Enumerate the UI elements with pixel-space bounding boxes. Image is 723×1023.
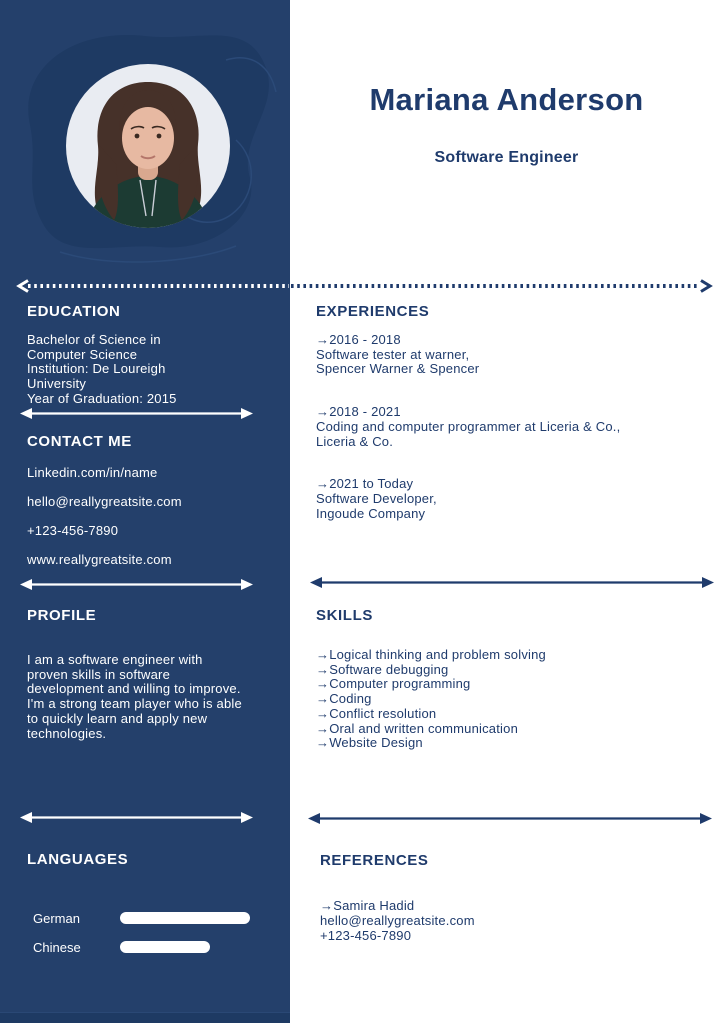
face [122,107,174,169]
skill-item: →Coding [316,691,372,707]
skill-item: →Software debugging [316,661,449,677]
skill-item: →Logical thinking and problem solving [316,647,546,662]
skills-list [316,648,554,751]
languages-heading: LANGUAGES [27,851,129,868]
education-line: Bachelor of Science in [27,332,161,347]
person-name: Mariana Anderson [369,82,644,117]
contact-heading: CONTACT ME [27,433,132,450]
profile-line: proven skills in software [27,666,170,682]
experience-role: Coding and computer programmer at Liceria & Co., [316,418,621,434]
education-line: Institution: De Loureigh [27,361,166,377]
profile-photo-illustration [66,64,230,228]
profile-heading: PROFILE [27,607,97,624]
experience-company: Ingoude Company [316,505,426,521]
skill-item: →Conflict resolution [316,705,437,721]
education-line: Computer Science [27,346,138,362]
experience-item [316,405,716,449]
reference-name: →Samira Hadid [320,898,415,913]
profile-photo [66,64,230,228]
double-arrow-divider [20,811,253,824]
experiences-section [316,303,716,549]
contact-phone: +123-456-7890 [27,523,119,538]
references-section [320,852,720,943]
sidebar [0,0,290,1023]
education-heading: EDUCATION [27,303,121,320]
experience-role: Software tester at warner, [316,346,470,362]
education-line: Year of Graduation: 2015 [27,390,177,406]
experience-list [316,333,716,521]
language-row-german [27,910,265,926]
double-arrow-divider [20,578,253,591]
education-text [27,333,265,407]
language-level-bar [120,912,250,924]
double-arrow-divider-navy [308,812,712,825]
reference-entry [320,898,720,943]
contact-email: hello@reallygreatsite.com [27,494,182,509]
skills-heading: SKILLS [316,607,373,624]
experience-period: →2021 to Today [316,476,414,492]
education-line: University [27,376,87,392]
person-job-title: Software Engineer [434,149,579,166]
experience-item [316,477,716,521]
contact-section [27,433,265,582]
reference-phone: +123-456-7890 [320,928,412,943]
contact-linkedin: Linkedin.com/in/name [27,465,158,480]
experience-period: →2016 - 2018 [316,332,401,347]
contact-website: www.reallygreatsite.com [27,552,172,567]
double-arrow-divider-navy [310,576,714,589]
contact-list [27,466,265,567]
profile-line: I'm a strong team player who is able [27,696,242,712]
experience-period: →2018 - 2021 [316,404,401,420]
main-column [290,0,723,1023]
skill-item: →Computer programming [316,676,471,692]
experience-company: Liceria & Co. [316,433,394,449]
profile-section [27,607,265,741]
profile-line: to quickly learn and apply new [27,710,208,726]
skills-section [316,607,716,751]
experiences-heading: EXPERIENCES [316,303,430,320]
languages-section [27,851,265,968]
profile-line: technologies. [27,725,107,741]
experience-role: Software Developer, [316,490,437,506]
references-heading: REFERENCES [320,852,429,869]
experience-item [316,333,716,377]
language-row-chinese [27,939,265,955]
profile-line: I am a software engineer with [27,652,203,667]
experience-company: Spencer Warner & Spencer [316,361,480,377]
profile-text [27,653,265,741]
language-rows [27,910,265,955]
double-arrow-divider [20,407,253,420]
bottom-accent-strip [0,1012,290,1023]
skill-item: →Oral and written communication [316,720,518,736]
language-label: Chinese [33,939,81,955]
language-level-bar [120,941,210,953]
profile-line: development and willing to improve. [27,681,241,697]
education-section [27,303,265,407]
language-label: German [33,910,80,926]
reference-email: hello@reallygreatsite.com [320,913,475,928]
skill-item: →Website Design [316,735,423,751]
